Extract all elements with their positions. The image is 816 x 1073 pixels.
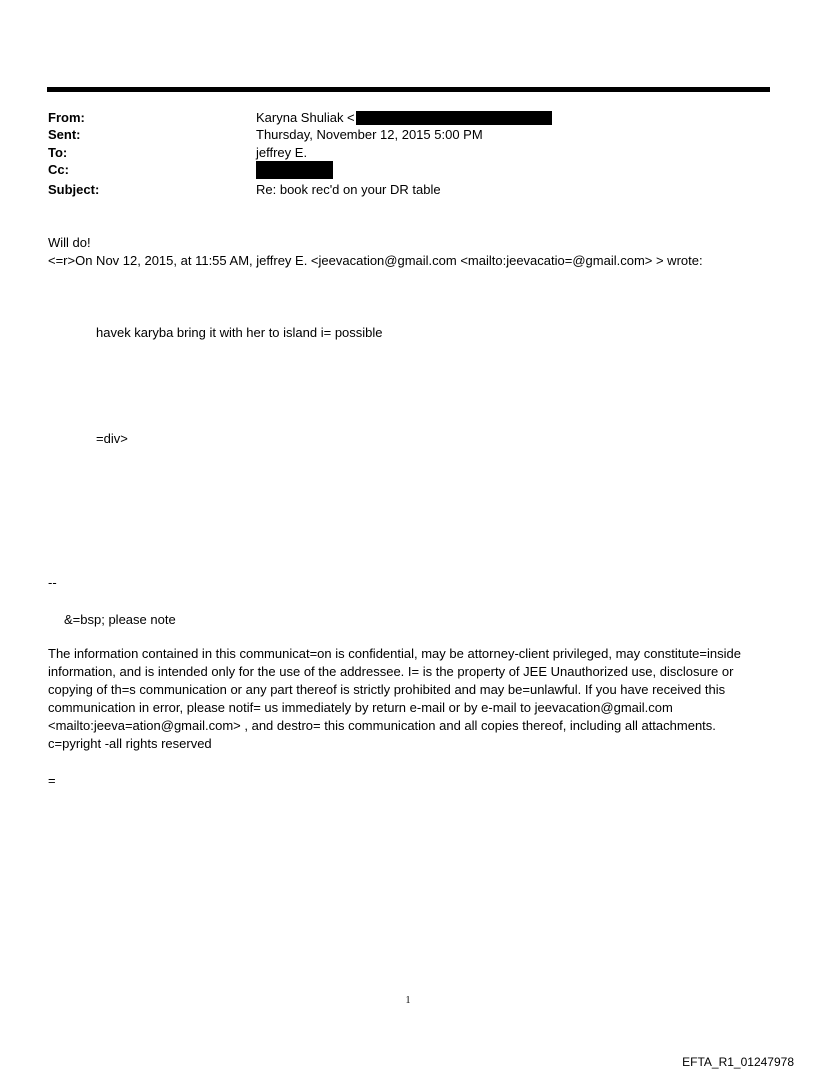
sent-value: Thursday, November 12, 2015 5:00 PM (256, 127, 483, 142)
signature-separator: -- (48, 575, 57, 590)
redaction-block (256, 161, 333, 179)
subject-label: Subject: (48, 182, 100, 197)
from-name: Karyna Shuliak < (256, 110, 355, 125)
cc-label: Cc: (48, 162, 69, 177)
to-label: To: (48, 145, 68, 160)
sent-label: Sent: (48, 127, 81, 142)
please-note-text: &=bsp; please note (64, 612, 176, 627)
document-id: EFTA_R1_01247978 (682, 1055, 794, 1069)
header-divider (47, 87, 770, 92)
trailing-equals: = (48, 773, 56, 788)
subject-value: Re: book rec'd on your DR table (256, 182, 441, 197)
redaction-block (356, 111, 552, 125)
from-value (256, 109, 552, 126)
quoted-message: havek karyba bring it with her to island i= possible (96, 325, 383, 340)
quote-header: <=r>On Nov 12, 2015, at 11:55 AM, jeffrey E. <jeevacation@gmail.com <mailto:jeevacatio=@gmail.com> > wrote: (48, 253, 703, 268)
to-value: jeffrey E. (256, 145, 308, 160)
from-label: From: (48, 110, 85, 125)
reply-text: Will do! (48, 235, 91, 250)
cc-value (256, 161, 333, 180)
page-number: 1 (405, 995, 411, 1006)
div-tag-text: =div> (96, 431, 128, 446)
confidentiality-disclaimer: The information contained in this communicat=on is confidential, may be attorney-client privileged, may constitute=inside information, and is intended only for the use of the addressee. I= is the property of JEE Unauthorized use, disclosure or copying of th=s communication or any part thereof is strictly prohibited and may be=unlawful. If you have received this communication in error, please notif= us immediately by return e-mail or by e-mail to jeevacation@gmail.com <mailto:jeeva=ation@gmail.com> , and destro= this communication and all copies thereof, including all attachments. c=pyright -all rights reserved (48, 646, 741, 751)
